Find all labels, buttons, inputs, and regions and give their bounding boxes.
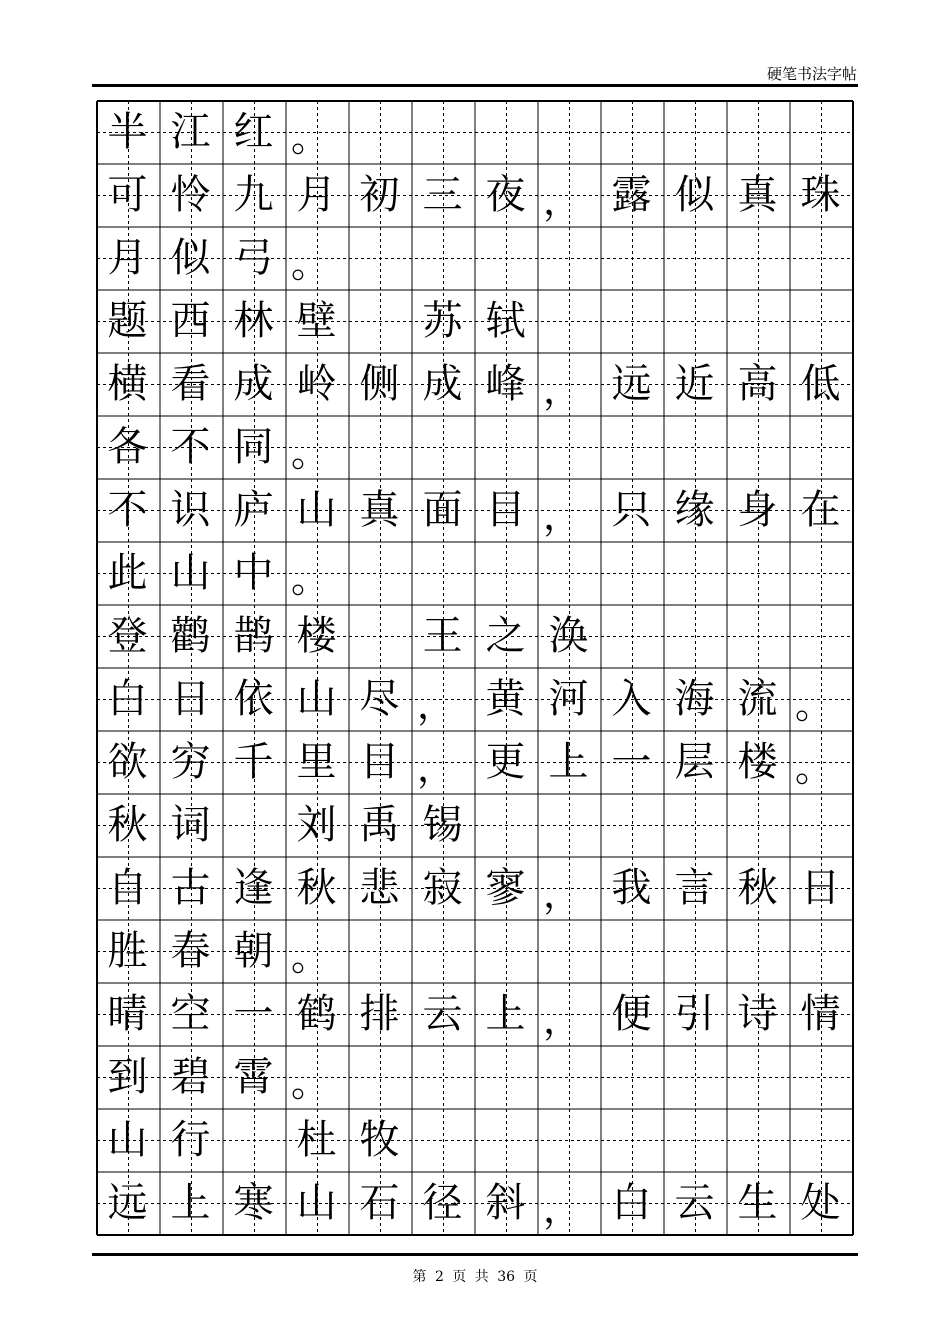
grid-cell: 。 bbox=[795, 683, 834, 727]
grid-cell: 寒 bbox=[233, 1179, 274, 1226]
grid-cell bbox=[348, 919, 411, 982]
grid-cell: 面 bbox=[422, 486, 463, 533]
grid-cell bbox=[789, 100, 852, 163]
grid-cell: 秋 bbox=[296, 864, 337, 911]
grid-cell: 目 bbox=[359, 738, 400, 785]
grid-cell: 弓 bbox=[233, 234, 274, 281]
grid-cell: 横 bbox=[107, 360, 148, 407]
grid-cell: 之 bbox=[485, 612, 526, 659]
grid-cell bbox=[348, 100, 411, 163]
grid-cell: 楼 bbox=[296, 612, 337, 659]
grid-cell: 牧 bbox=[359, 1116, 400, 1163]
grid-cell bbox=[537, 1108, 600, 1171]
grid-cell bbox=[726, 793, 789, 856]
grid-cell: 言 bbox=[674, 864, 715, 911]
grid-cell: 此 bbox=[107, 549, 148, 596]
grid-row bbox=[96, 163, 852, 226]
grid-cell: ， bbox=[417, 746, 456, 790]
grid-cell: 生 bbox=[737, 1179, 778, 1226]
grid-cell bbox=[411, 1108, 474, 1171]
grid-cell: 一 bbox=[611, 738, 652, 785]
grid-cell bbox=[600, 1045, 663, 1108]
grid-row bbox=[96, 793, 852, 856]
grid-cell: 半 bbox=[107, 108, 148, 155]
grid-cell: 在 bbox=[800, 486, 841, 533]
grid-cell bbox=[663, 289, 726, 352]
grid-cell: 初 bbox=[359, 171, 400, 218]
grid-row bbox=[96, 289, 852, 352]
grid-cell bbox=[474, 100, 537, 163]
grid-row bbox=[96, 982, 852, 1045]
grid-row bbox=[96, 730, 852, 793]
grid-cell bbox=[600, 100, 663, 163]
grid-cell bbox=[726, 100, 789, 163]
grid-cell: 霄 bbox=[233, 1053, 274, 1100]
grid-cell: ， bbox=[543, 998, 582, 1042]
grid-cell: 黄 bbox=[485, 675, 526, 722]
grid-cell bbox=[663, 100, 726, 163]
grid-cell: 依 bbox=[233, 675, 274, 722]
grid-cell: ， bbox=[417, 683, 456, 727]
grid-cell: 。 bbox=[291, 431, 330, 475]
grid-cell: 鹊 bbox=[233, 612, 274, 659]
grid-cell: 山 bbox=[296, 1179, 337, 1226]
grid-cell: 高 bbox=[737, 360, 778, 407]
grid-cell: 真 bbox=[359, 486, 400, 533]
grid-cell bbox=[474, 541, 537, 604]
grid-cell: 日 bbox=[800, 864, 841, 911]
grid-cell: 各 bbox=[107, 423, 148, 470]
grid-row bbox=[96, 226, 852, 289]
grid-cell: 。 bbox=[291, 242, 330, 286]
grid-row bbox=[96, 667, 852, 730]
grid-cell: 径 bbox=[422, 1179, 463, 1226]
grid-cell: 逢 bbox=[233, 864, 274, 911]
grid-row bbox=[96, 919, 852, 982]
grid-cell bbox=[789, 793, 852, 856]
grid-cell: 我 bbox=[611, 864, 652, 911]
grid-cell bbox=[348, 1045, 411, 1108]
grid-cell: 似 bbox=[170, 234, 211, 281]
grid-row bbox=[96, 856, 852, 919]
grid-cell: 便 bbox=[611, 990, 652, 1037]
grid-cell: ， bbox=[543, 872, 582, 916]
grid-cell: 。 bbox=[291, 557, 330, 601]
grid-cell: 山 bbox=[107, 1116, 148, 1163]
grid-cell: 禹 bbox=[359, 801, 400, 848]
grid-cell: 侧 bbox=[359, 360, 400, 407]
grid-cell: 目 bbox=[485, 486, 526, 533]
grid-cell: 识 bbox=[170, 486, 211, 533]
grid-cell bbox=[600, 226, 663, 289]
grid-cell: 苏 bbox=[422, 297, 463, 344]
grid-cell bbox=[726, 1108, 789, 1171]
grid-cell: 刘 bbox=[296, 801, 337, 848]
grid-cell bbox=[726, 226, 789, 289]
grid-cell: 九 bbox=[233, 171, 274, 218]
grid-cell: 穷 bbox=[170, 738, 211, 785]
grid-cell bbox=[726, 1045, 789, 1108]
grid-cell bbox=[600, 604, 663, 667]
grid-cell: 山 bbox=[296, 486, 337, 533]
grid-cell: 鹳 bbox=[170, 612, 211, 659]
grid-cell: 不 bbox=[170, 423, 211, 470]
grid-cell: 红 bbox=[233, 108, 274, 155]
grid-cell bbox=[474, 919, 537, 982]
grid-cell: 山 bbox=[170, 549, 211, 596]
grid-cell: 缘 bbox=[674, 486, 715, 533]
grid-row bbox=[96, 1171, 852, 1234]
grid-cell bbox=[726, 289, 789, 352]
grid-cell bbox=[663, 919, 726, 982]
grid-cell bbox=[537, 919, 600, 982]
grid-cell: 云 bbox=[674, 1179, 715, 1226]
grid-cell bbox=[663, 541, 726, 604]
grid-cell: 楼 bbox=[737, 738, 778, 785]
grid-cell: 身 bbox=[737, 486, 778, 533]
grid-cell bbox=[411, 226, 474, 289]
grid-cell: 三 bbox=[422, 171, 463, 218]
grid-cell: 真 bbox=[737, 171, 778, 218]
grid-cell: 古 bbox=[170, 864, 211, 911]
grid-cell: 碧 bbox=[170, 1053, 211, 1100]
grid-cell: 排 bbox=[359, 990, 400, 1037]
grid-cell bbox=[726, 415, 789, 478]
grid-cell: 涣 bbox=[548, 612, 589, 659]
grid-cell: 行 bbox=[170, 1116, 211, 1163]
header-title: 硬笔书法字帖 bbox=[766, 65, 857, 83]
grid-cell: 远 bbox=[107, 1179, 148, 1226]
grid-cell: 低 bbox=[800, 360, 841, 407]
grid-cell: 朝 bbox=[233, 927, 274, 974]
grid-cell bbox=[222, 1108, 285, 1171]
grid-cell: 岭 bbox=[296, 360, 337, 407]
grid-row bbox=[96, 1045, 852, 1108]
grid-row bbox=[96, 478, 852, 541]
grid-cell: 只 bbox=[611, 486, 652, 533]
grid-cell bbox=[348, 226, 411, 289]
grid-cell bbox=[663, 1045, 726, 1108]
grid-cell bbox=[600, 289, 663, 352]
grid-cell: 轼 bbox=[485, 297, 526, 344]
grid-cell bbox=[411, 1045, 474, 1108]
grid-cell: 壁 bbox=[296, 297, 337, 344]
grid-cell: 层 bbox=[674, 738, 715, 785]
grid-cell bbox=[663, 226, 726, 289]
grid-cell: 珠 bbox=[800, 171, 841, 218]
grid-cell bbox=[411, 919, 474, 982]
grid-cell: 怜 bbox=[170, 171, 211, 218]
grid-cell: 寂 bbox=[422, 864, 463, 911]
grid-cell: 。 bbox=[291, 935, 330, 979]
grid-cell bbox=[411, 541, 474, 604]
grid-cell: 白 bbox=[611, 1179, 652, 1226]
grid-cell: 入 bbox=[611, 675, 652, 722]
grid-cell: 引 bbox=[674, 990, 715, 1037]
grid-cell: 情 bbox=[800, 990, 841, 1037]
grid-cell bbox=[726, 604, 789, 667]
grid-cell: 秋 bbox=[737, 864, 778, 911]
grid-cell: 月 bbox=[107, 234, 148, 281]
grid-cell: 胜 bbox=[107, 927, 148, 974]
grid-cell: 成 bbox=[422, 360, 463, 407]
grid-cell bbox=[474, 415, 537, 478]
grid-cell: 江 bbox=[170, 108, 211, 155]
grid-cell: 西 bbox=[170, 297, 211, 344]
grid-cell bbox=[537, 100, 600, 163]
grid-cell bbox=[789, 1045, 852, 1108]
grid-cell: 更 bbox=[485, 738, 526, 785]
grid-row bbox=[96, 415, 852, 478]
grid-cell bbox=[789, 289, 852, 352]
grid-row bbox=[96, 604, 852, 667]
grid-cell: 里 bbox=[296, 738, 337, 785]
grid-cell: 鹤 bbox=[296, 990, 337, 1037]
grid-cell: 。 bbox=[291, 116, 330, 160]
grid-cell: 不 bbox=[107, 486, 148, 533]
grid-cell: ， bbox=[543, 179, 582, 223]
page-number: 第 2 页 共 36 页 bbox=[412, 1269, 538, 1285]
grid-cell: 河 bbox=[548, 675, 589, 722]
grid-cell bbox=[411, 415, 474, 478]
grid-cell bbox=[789, 604, 852, 667]
grid-cell bbox=[537, 415, 600, 478]
grid-cell bbox=[474, 226, 537, 289]
grid-cell: 庐 bbox=[233, 486, 274, 533]
grid-cell: 同 bbox=[233, 423, 274, 470]
grid-cell bbox=[726, 541, 789, 604]
grid-cell bbox=[537, 226, 600, 289]
grid-cell bbox=[537, 541, 600, 604]
grid-cell: 寥 bbox=[485, 864, 526, 911]
grid-cell: 峰 bbox=[485, 360, 526, 407]
grid-cell: 云 bbox=[422, 990, 463, 1037]
grid-cell: 可 bbox=[107, 171, 148, 218]
grid-cell: 诗 bbox=[737, 990, 778, 1037]
grid-cell: ， bbox=[543, 368, 582, 412]
bottom-rule bbox=[92, 1253, 858, 1256]
grid-cell: 处 bbox=[800, 1179, 841, 1226]
grid-cell: 夜 bbox=[485, 171, 526, 218]
grid-cell bbox=[789, 226, 852, 289]
grid-cell: 空 bbox=[170, 990, 211, 1037]
grid-cell: 日 bbox=[170, 675, 211, 722]
grid-cell: 欲 bbox=[107, 738, 148, 785]
grid-cell bbox=[537, 289, 600, 352]
grid-cell bbox=[600, 415, 663, 478]
grid-cell: 上 bbox=[485, 990, 526, 1037]
grid-cell: ， bbox=[543, 1187, 582, 1231]
grid-cell bbox=[726, 919, 789, 982]
grid-row bbox=[96, 100, 852, 163]
grid-cell: 林 bbox=[233, 297, 274, 344]
grid-cell: 千 bbox=[233, 738, 274, 785]
grid-cell: 。 bbox=[795, 746, 834, 790]
grid-cell: 词 bbox=[170, 801, 211, 848]
grid-cell: 山 bbox=[296, 675, 337, 722]
grid-cell bbox=[348, 604, 411, 667]
grid-cell bbox=[474, 1108, 537, 1171]
grid-cell bbox=[600, 1108, 663, 1171]
grid-cell: 尽 bbox=[359, 675, 400, 722]
grid-cell: 秋 bbox=[107, 801, 148, 848]
grid-cell: 一 bbox=[233, 990, 274, 1037]
grid-cell bbox=[537, 1045, 600, 1108]
grid-cell bbox=[663, 793, 726, 856]
grid-cell: 杜 bbox=[296, 1116, 337, 1163]
grid-cell: 晴 bbox=[107, 990, 148, 1037]
grid-cell bbox=[348, 289, 411, 352]
grid-cell bbox=[411, 100, 474, 163]
grid-cell: 石 bbox=[359, 1179, 400, 1226]
grid-cell: 上 bbox=[170, 1179, 211, 1226]
grid-cell bbox=[663, 604, 726, 667]
grid-cell bbox=[663, 1108, 726, 1171]
grid-cell: 看 bbox=[170, 360, 211, 407]
grid-cell: 成 bbox=[233, 360, 274, 407]
grid-cell bbox=[222, 793, 285, 856]
grid-cell bbox=[789, 1108, 852, 1171]
grid-cell bbox=[789, 415, 852, 478]
grid-cell: 春 bbox=[170, 927, 211, 974]
grid-cell: 到 bbox=[107, 1053, 148, 1100]
grid-cell: 露 bbox=[611, 171, 652, 218]
grid-cell bbox=[663, 415, 726, 478]
grid-cell: 流 bbox=[737, 675, 778, 722]
grid-cell: 。 bbox=[291, 1061, 330, 1105]
grid-cell bbox=[600, 541, 663, 604]
grid-cell: 登 bbox=[107, 612, 148, 659]
grid-cell bbox=[474, 1045, 537, 1108]
top-rule bbox=[92, 84, 858, 87]
grid-cell bbox=[348, 415, 411, 478]
grid-row bbox=[96, 1108, 852, 1171]
grid-cell bbox=[474, 793, 537, 856]
grid-row bbox=[96, 352, 852, 415]
grid-cell: 斜 bbox=[485, 1179, 526, 1226]
grid-cell: 近 bbox=[674, 360, 715, 407]
grid-cell: ， bbox=[543, 494, 582, 538]
grid-cell: 中 bbox=[233, 549, 274, 596]
grid-cell: 锡 bbox=[422, 801, 463, 848]
grid-cell: 上 bbox=[548, 738, 589, 785]
grid-cell bbox=[600, 793, 663, 856]
grid-cell: 海 bbox=[674, 675, 715, 722]
grid-cell: 悲 bbox=[359, 864, 400, 911]
grid-cell bbox=[789, 919, 852, 982]
grid-cell: 月 bbox=[296, 171, 337, 218]
grid-cell bbox=[600, 919, 663, 982]
grid-cell: 似 bbox=[674, 171, 715, 218]
grid-cell: 白 bbox=[107, 675, 148, 722]
grid-cell: 题 bbox=[107, 297, 148, 344]
grid-cell bbox=[537, 793, 600, 856]
grid-cell: 王 bbox=[422, 612, 463, 659]
grid-cell: 远 bbox=[611, 360, 652, 407]
grid-cell: 自 bbox=[107, 864, 148, 911]
grid-cell bbox=[789, 541, 852, 604]
grid-cell bbox=[348, 541, 411, 604]
grid-row bbox=[96, 541, 852, 604]
